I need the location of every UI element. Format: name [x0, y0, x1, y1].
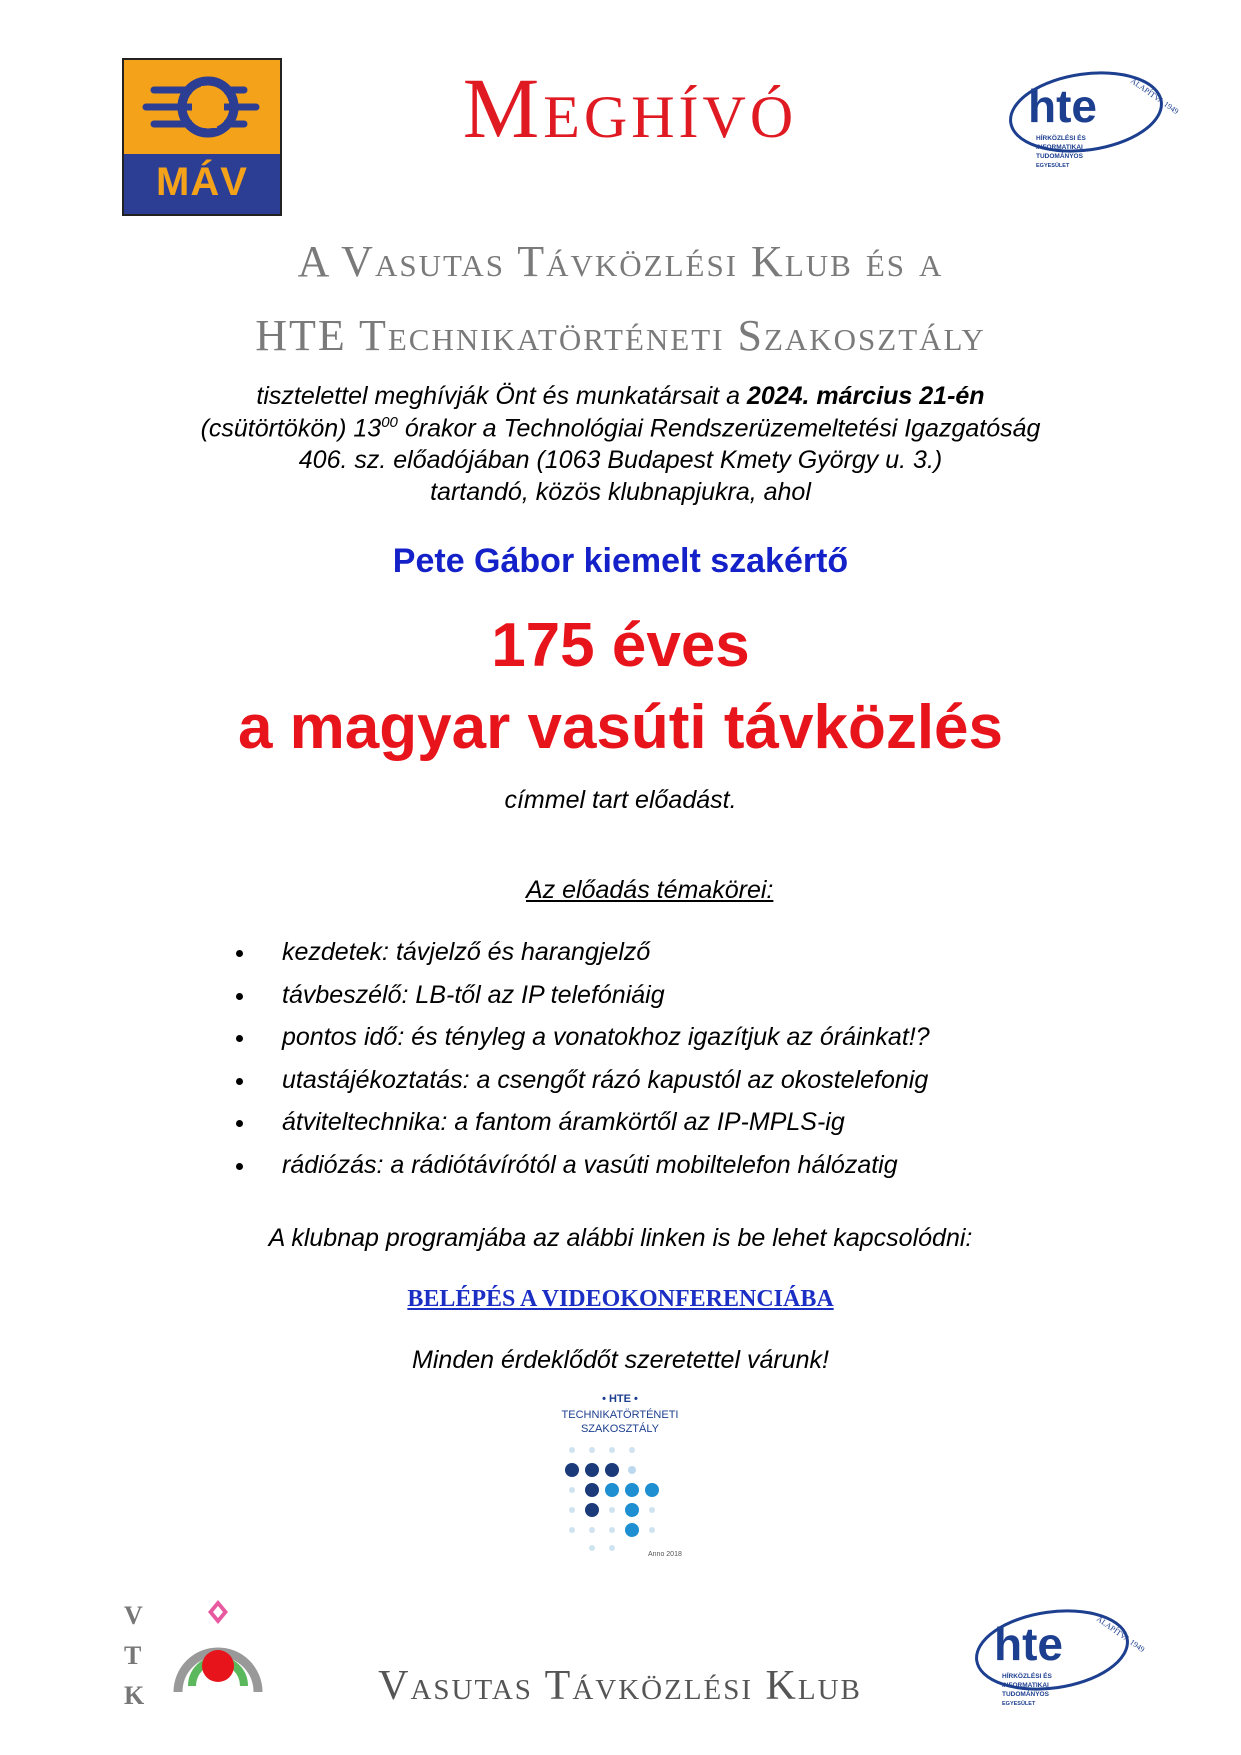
- bullet-icon: [236, 950, 243, 957]
- vtk-letter: T: [124, 1641, 142, 1670]
- video-conference-link[interactable]: BELÉPÉS A VIDEOKONFERENCIÁBA: [407, 1286, 834, 1312]
- lecture-title-line-2: a magyar vasúti távközlés: [237, 693, 1004, 762]
- bullet-icon: [236, 1078, 243, 1085]
- video-link-wrapper: [0, 1286, 1241, 1313]
- list-item: [236, 980, 930, 1023]
- mav-logo-text: MÁV: [156, 160, 248, 204]
- lecture-title-line-1: 175 éves: [491, 611, 750, 680]
- topic-text: kezdetek: távjelző és harangjelző: [282, 938, 651, 966]
- topic-text: átviteltechnika: a fantom áramkörtől az IP-MPLS-ig: [282, 1108, 845, 1136]
- page-title: Meghívó: [462, 60, 798, 156]
- topic-text: rádiózás: a rádiótávírótól a vasúti mobiltelefon hálózatig: [282, 1150, 898, 1179]
- hte-org-line: TUDOMÁNYOS: [1036, 153, 1083, 160]
- section-logo-line-3: SZAKOSZTÁLY: [580, 1423, 660, 1435]
- time-minutes: 00: [381, 414, 398, 431]
- vtk-logo: [116, 1596, 286, 1714]
- invitation-text: órakor a Technológiai Rendszerüzemeltetési Igazgatóság: [397, 414, 1041, 443]
- invitation-line-2: [0, 414, 1241, 443]
- section-logo-anno: Anno 2018: [648, 1551, 682, 1558]
- list-item: [236, 1150, 930, 1193]
- invitation-text: (csütörtökön) 13: [200, 414, 382, 443]
- hte-org-line: INFORMATIKAI: [1036, 144, 1083, 151]
- hte-founded-text: ALAPÍTVA 1949: [1128, 76, 1181, 117]
- list-item: [236, 1022, 930, 1065]
- list-item: [236, 1107, 930, 1150]
- hte-founded-text: ALAPÍTVA 1949: [1094, 1614, 1147, 1655]
- footer-club-name: Vasutas Távközlési Klub: [378, 1663, 862, 1709]
- mav-wings-icon: [124, 60, 280, 154]
- event-date: 2024. március 21-én: [746, 382, 985, 410]
- bullet-icon: [236, 1163, 243, 1170]
- topic-text: távbeszélő: LB-től az IP telefóniáig: [282, 980, 665, 1009]
- hte-org-line: INFORMATIKAI: [1002, 1682, 1049, 1689]
- topic-text: pontos idő: és tényleg a vonatokhoz igazítjuk az óráinkat!?: [282, 1023, 930, 1051]
- organizers-line-2: HTE Technikatörténeti Szakosztály: [255, 311, 986, 360]
- hte-org-line: EGYESÜLET: [1036, 163, 1070, 169]
- topic-list: [236, 937, 930, 1192]
- section-logo-line-2: TECHNIKATÖRTÉNETI: [561, 1409, 679, 1421]
- organizers-line-1: A Vasutas Távközlési Klub és a: [297, 237, 944, 286]
- mav-logo-top: [124, 60, 280, 154]
- hte-logo-word: hte: [1028, 80, 1097, 132]
- invitation-line-4: tartandó, közös klubnapjukra, ahol: [430, 478, 811, 506]
- bullet-icon: [236, 1120, 243, 1127]
- vtk-letter: V: [124, 1601, 143, 1630]
- hte-org-line: TUDOMÁNYOS: [1002, 1691, 1049, 1698]
- bullet-icon: [236, 993, 243, 1000]
- topic-text: utastájékoztatás: a csengőt rázó kapustól az okostelefonig: [282, 1065, 929, 1094]
- hte-org-line: EGYESÜLET: [1002, 1701, 1036, 1707]
- lecture-suffix: címmel tart előadást.: [504, 786, 737, 814]
- hte-org-line: HÍRKÖZLÉSI ÉS: [1036, 135, 1086, 142]
- join-text: A klubnap programjába az alábbi linken is be lehet kapcsolódni:: [268, 1224, 973, 1252]
- hte-org-line: HÍRKÖZLÉSI ÉS: [1002, 1673, 1052, 1680]
- hte-logo-word: hte: [994, 1618, 1063, 1670]
- list-item: [236, 937, 930, 980]
- dot-grid-icon: [565, 1447, 659, 1551]
- topics-heading: Az előadás témakörei:: [526, 876, 774, 904]
- closing-text: Minden érdeklődőt szeretettel várunk!: [412, 1346, 829, 1374]
- hte-section-logo: [520, 1388, 720, 1560]
- list-item: [236, 1065, 930, 1108]
- invitation-text: tisztelettel meghívják Önt és munkatársait a: [256, 382, 747, 410]
- bullet-icon: [236, 1035, 243, 1042]
- invitation-line-1: [0, 382, 1241, 411]
- speaker-name: Pete Gábor kiemelt szakértő: [392, 542, 849, 580]
- hte-logo-top: [1006, 60, 1186, 190]
- hte-logo-bottom: [972, 1598, 1152, 1728]
- vtk-letter: K: [124, 1681, 145, 1710]
- mav-logo: [122, 58, 282, 216]
- invitation-line-3: 406. sz. előadójában (1063 Budapest Kmety György u. 3.): [298, 446, 943, 474]
- section-logo-line-1: • HTE •: [602, 1393, 638, 1405]
